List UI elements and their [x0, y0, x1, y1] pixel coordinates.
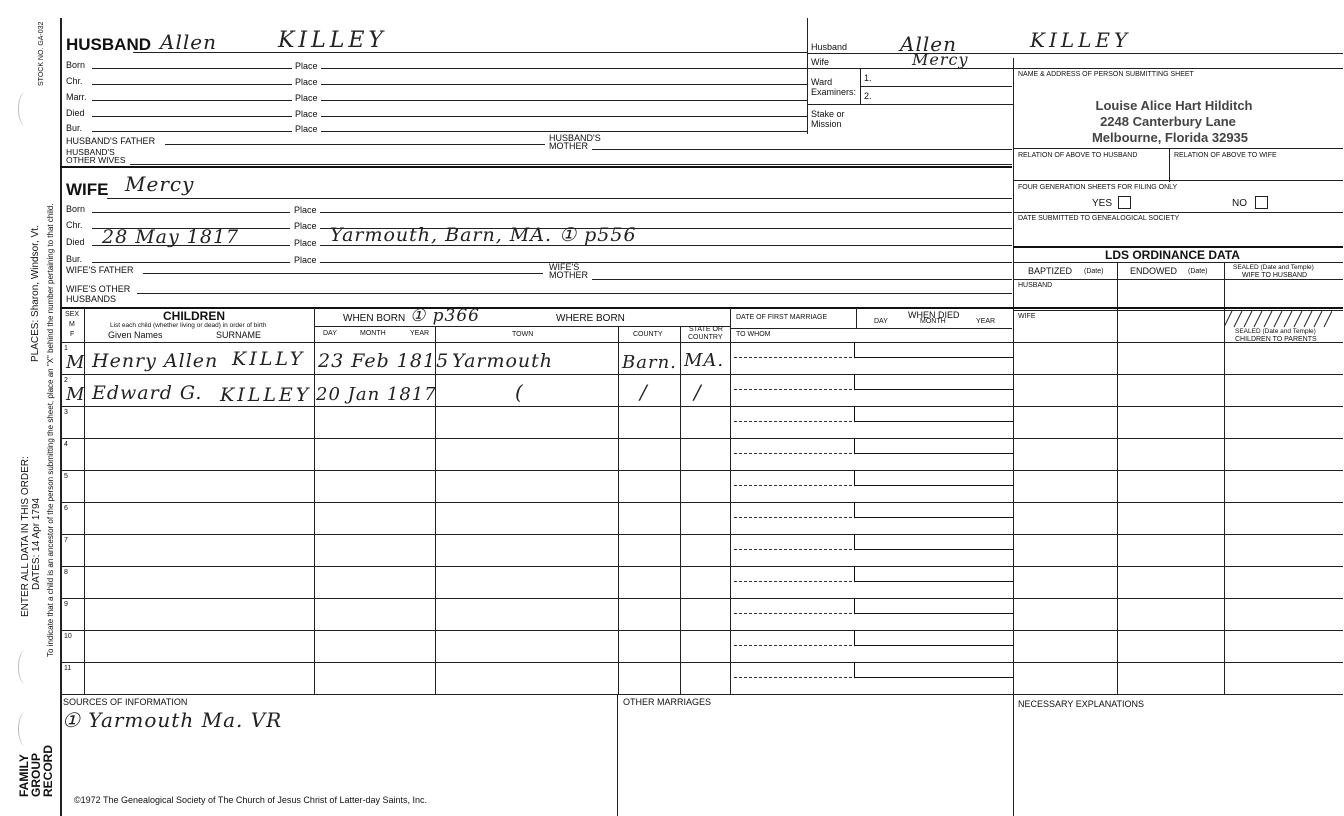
wife-bur-place-label: Place — [294, 255, 317, 265]
children-heading: CHILDREN — [163, 309, 225, 323]
yes-label: YES — [1092, 198, 1113, 209]
county-label: COUNTY — [633, 331, 663, 338]
child-county: Barn. — [622, 352, 677, 373]
wife-heading: WIFE — [66, 180, 109, 199]
husband-bur-place-label: Place — [295, 124, 318, 134]
when-died-label: WHEN DIED — [908, 310, 960, 320]
child-number: 2 — [64, 377, 68, 384]
punch-hole-middle — [18, 650, 33, 684]
submitter-street: 2248 Canterbury Lane — [1100, 114, 1236, 129]
child-surname: KILLY — [232, 348, 306, 370]
submitter-city: Melbourne, Florida 32935 — [1091, 130, 1249, 145]
wife-died-date: 28 May 1817 — [102, 226, 240, 248]
child-number: 3 — [64, 409, 68, 416]
wife-born-place-label: Place — [294, 205, 317, 215]
wife-mother-label-2: MOTHER — [549, 270, 588, 280]
date-submitted-label: DATE SUBMITTED TO GENEALOGICAL SOCIETY — [1018, 215, 1180, 222]
sources-value: ① Yarmouth Ma. VR — [62, 708, 283, 732]
child-state: / — [694, 380, 702, 404]
wife-given-name: Mercy — [125, 172, 195, 196]
wife-other-husbands-2: HUSBANDS — [66, 294, 117, 304]
where-born-label: WHERE BORN — [556, 313, 625, 324]
child-number: 10 — [64, 633, 72, 640]
ward-wife-label: Wife — [811, 57, 829, 67]
lds-wife-label: WIFE — [1018, 313, 1036, 320]
punch-hole-bottom — [18, 712, 33, 746]
child-state: MA. — [684, 350, 725, 371]
when-born-annotation: ① p366 — [410, 306, 480, 326]
child-given-name: Henry Allen — [92, 350, 219, 372]
child-number: 6 — [64, 505, 68, 512]
sealed-cp-label-1: SEALED (Date and Temple) — [1235, 328, 1316, 335]
baptized-date-label: (Date) — [1084, 268, 1104, 275]
wife-father-label: WIFE'S FATHER — [66, 265, 134, 275]
husband-marr-place-label: Place — [295, 93, 318, 103]
sources-label: SOURCES OF INFORMATION — [63, 697, 188, 707]
examiners-label: Examiners: — [811, 87, 857, 97]
husband-mother-label-1: HUSBAND'S — [549, 133, 601, 143]
lds-title: LDS ORDINANCE DATA — [1105, 248, 1240, 262]
husband-heading: HUSBAND — [66, 35, 151, 54]
ward-wife-given: Mercy — [912, 50, 969, 69]
endowed-label: ENDOWED — [1130, 266, 1177, 276]
hatched-cell — [1224, 311, 1332, 328]
enter-order-note: ENTER ALL DATA IN THIS ORDER: — [20, 456, 31, 617]
husband-bur-label: Bur. — [66, 123, 83, 133]
husband-chr-label: Chr. — [66, 76, 83, 86]
to-whom-label: TO WHOM — [736, 331, 771, 338]
husband-other-wives-2: OTHER WIVES — [66, 155, 126, 165]
side-title-record: RECORD — [41, 744, 55, 797]
child-number: 11 — [64, 665, 72, 672]
wife-died-place-label: Place — [294, 238, 317, 248]
sex-m-label: M — [69, 321, 75, 328]
no-label: NO — [1232, 198, 1247, 209]
state-label-2: COUNTRY — [688, 334, 723, 341]
wife-chr-place-label: Place — [294, 221, 317, 231]
child-number: 5 — [64, 473, 68, 480]
side-title-family: FAMILY — [17, 754, 31, 797]
wife-died-label: Died — [66, 237, 85, 247]
examiner-2: 2. — [864, 91, 872, 101]
relation-to-husband-label: RELATION OF ABOVE TO HUSBAND — [1018, 152, 1138, 159]
child-town: Yarmouth — [452, 350, 554, 372]
sealed-wh-label-2: WIFE TO HUSBAND — [1242, 272, 1308, 279]
no-checkbox[interactable] — [1255, 196, 1268, 209]
child-number: 1 — [64, 345, 68, 352]
submitter-label: NAME & ADDRESS OF PERSON SUBMITTING SHEET — [1018, 71, 1194, 78]
indicate-note: To indicate that a child is an ancestor of the person submitting the sheet, place an "X" behind the number pertaining to that child. — [46, 203, 55, 657]
sealed-cp-label-2: CHILDREN TO PARENTS — [1235, 336, 1317, 343]
wife-born-label: Born — [66, 204, 86, 214]
yes-checkbox[interactable] — [1118, 196, 1131, 209]
stock-number: STOCK NO. GA-032 — [38, 21, 45, 86]
ward-husband-label: Husband — [811, 42, 848, 52]
husband-other-wives-1: HUSBAND'S — [66, 147, 115, 157]
places-note: PLACES: Sharon, Windsor, Vt. — [30, 225, 41, 362]
when-born-label: WHEN BORN — [343, 313, 406, 324]
husband-mother-label-2: MOTHER — [549, 141, 588, 151]
lds-husband-label: HUSBAND — [1018, 282, 1053, 289]
baptized-label: BAPTIZED — [1028, 266, 1073, 276]
died-year-label: YEAR — [976, 318, 996, 325]
child-given-name: Edward G. — [92, 382, 203, 404]
husband-born-place-label: Place — [295, 61, 318, 71]
necessary-explanations-label: NECESSARY EXPLANATIONS — [1018, 699, 1145, 709]
ward-label: Ward — [811, 77, 833, 87]
born-day-label: DAY — [323, 330, 337, 337]
wife-other-husbands-1: WIFE'S OTHER — [66, 284, 131, 294]
first-marriage-label: DATE OF FIRST MARRIAGE — [736, 314, 828, 321]
husband-given-name: Allen — [160, 30, 217, 54]
endowed-date-label: (Date) — [1188, 268, 1208, 275]
husband-marr-label: Marr. — [66, 92, 87, 102]
husband-died-place-label: Place — [295, 109, 318, 119]
state-label-1: STATE OR — [689, 326, 723, 333]
husband-died-label: Died — [66, 108, 85, 118]
town-label: TOWN — [512, 331, 534, 338]
born-month-label: MONTH — [360, 330, 386, 337]
side-title-group: GROUP — [29, 752, 43, 797]
sex-label: SEX — [65, 311, 80, 318]
child-sex: M — [66, 384, 86, 405]
husband-chr-place-label: Place — [295, 77, 318, 87]
ward-husband-surname: KILLEY — [1030, 28, 1132, 52]
submitter-name: Louise Alice Hart Hilditch — [1095, 98, 1253, 113]
stake-label: Stake or — [811, 109, 845, 119]
wife-mother-label-1: WIFE'S — [549, 262, 580, 272]
four-gen-label: FOUR GENERATION SHEETS FOR FILING ONLY — [1018, 184, 1178, 191]
child-sex: M — [66, 352, 86, 373]
husband-surname: KILLEY — [278, 28, 387, 53]
wife-died-place: Yarmouth, Barn, MA. ① p556 — [330, 224, 637, 246]
ward-husband-given: Allen — [900, 32, 957, 56]
child-town: ( — [515, 380, 524, 404]
children-list-note: List each child (whether living or dead) in order of birth — [110, 322, 267, 329]
child-number: 4 — [64, 441, 68, 448]
husband-father-label: HUSBAND'S FATHER — [66, 136, 156, 146]
copyright-notice: ©1972 The Genealogical Society of The Church of Jesus Christ of Latter-day Saints, Inc. — [74, 795, 427, 805]
died-day-label: DAY — [874, 318, 888, 325]
born-year-label: YEAR — [410, 330, 430, 337]
given-names-label: Given Names — [108, 330, 163, 340]
children-surname-label: SURNAME — [216, 330, 262, 340]
relation-to-wife-label: RELATION OF ABOVE TO WIFE — [1174, 152, 1277, 159]
wife-bur-label: Bur. — [66, 254, 83, 264]
husband-born-label: Born — [66, 60, 86, 70]
child-county: / — [640, 380, 648, 404]
sex-f-label: F — [70, 331, 75, 338]
child-number: 9 — [64, 601, 68, 608]
died-month-label: MONTH — [920, 318, 946, 325]
examiner-1: 1. — [864, 73, 872, 83]
dates-note: DATES: 14 Apr 1794 — [31, 497, 42, 590]
wife-chr-label: Chr. — [66, 220, 83, 230]
child-number: 8 — [64, 569, 68, 576]
child-born: 23 Feb 1815 — [318, 350, 450, 372]
other-marriages-label: OTHER MARRIAGES — [623, 697, 712, 707]
punch-hole-top — [18, 92, 33, 126]
mission-label: Mission — [811, 119, 842, 129]
child-number: 7 — [64, 537, 68, 544]
sealed-wh-label-1: SEALED (Date and Temple) — [1233, 264, 1314, 271]
child-born: 20 Jan 1817 — [316, 384, 437, 405]
child-surname: KILLEY — [220, 384, 312, 406]
